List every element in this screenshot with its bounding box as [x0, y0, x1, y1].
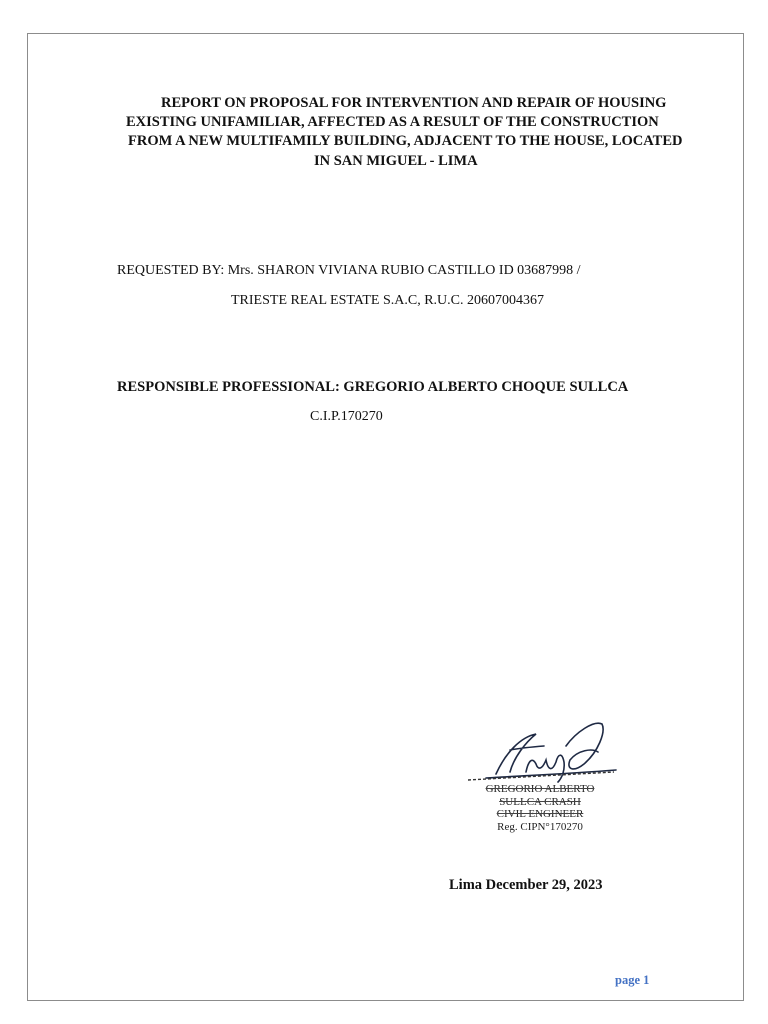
stamp-registration: Reg. CIPN°170270 [497, 820, 583, 833]
engineer-stamp [470, 783, 610, 833]
title-line-2: EXISTING UNIFAMILIAR, AFFECTED AS A RESULT OF THE CONSTRUCTION [126, 114, 659, 130]
requested-by-line-2: TRIESTE REAL ESTATE S.A.C, R.U.C. 20607004367 [231, 293, 544, 308]
title-line-3: FROM A NEW MULTIFAMILY BUILDING, ADJACENT TO THE HOUSE, LOCATED [128, 133, 683, 149]
report-date: Lima December 29, 2023 [449, 877, 603, 893]
page-frame [27, 33, 744, 1001]
responsible-professional: RESPONSIBLE PROFESSIONAL: GREGORIO ALBERTO CHOQUE SULLCA [117, 379, 629, 395]
stamp-name: GREGORIO ALBERTO [485, 783, 595, 795]
handwritten-signature [466, 712, 626, 792]
page-number: page 1 [615, 973, 650, 987]
stamp-surname: SULLCA CRASH [499, 795, 581, 808]
requested-by-line-1: REQUESTED BY: Mrs. SHARON VIVIANA RUBIO CASTILLO ID 03687998 / [117, 263, 581, 278]
cip-number: C.I.P.170270 [310, 409, 383, 424]
title-line-4: IN SAN MIGUEL - LIMA [314, 153, 478, 169]
stamp-title: CIVIL ENGINEER [496, 808, 584, 820]
title-line-1: REPORT ON PROPOSAL FOR INTERVENTION AND REPAIR OF HOUSING [161, 95, 667, 111]
